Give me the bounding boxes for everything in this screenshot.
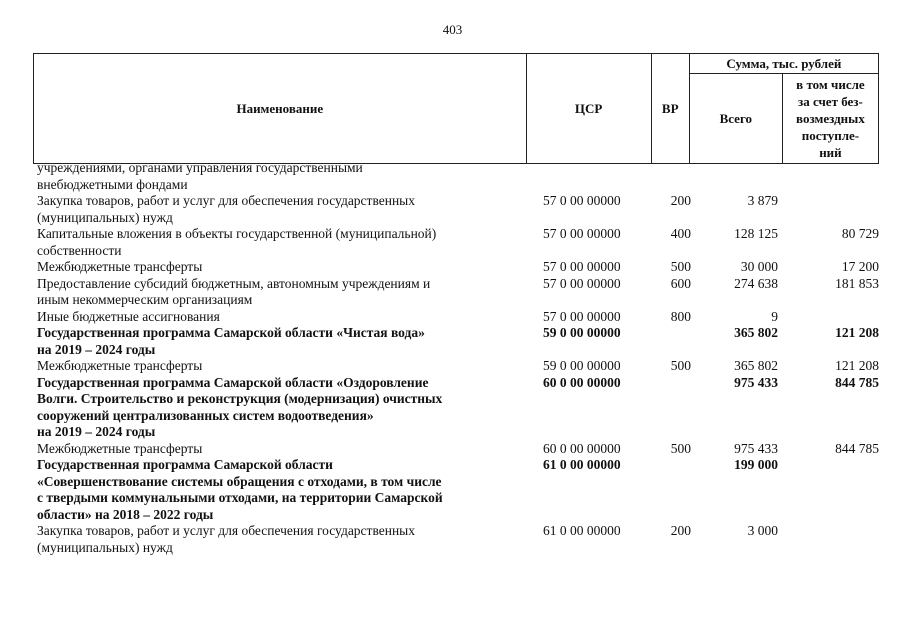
page-number: 403 (442, 22, 463, 37)
header-vr: ВР (651, 54, 689, 164)
row-name-line: Иные бюджетные ассигнования (37, 308, 220, 324)
row-name (37, 276, 516, 309)
row-csr: 57 0 00 00000 (543, 259, 621, 274)
row-csr: 59 0 00 00000 (543, 358, 621, 373)
row-total: 3 000 (747, 523, 778, 538)
row-name-line: Закупка товаров, работ и услуг для обеспечения государственных (37, 193, 416, 208)
table-row (37, 193, 879, 226)
row-name-line: (муниципальных) нужд (37, 539, 173, 555)
row-free: 844 785 (835, 440, 879, 456)
row-name (37, 259, 516, 276)
table-row (37, 457, 879, 523)
row-name-line: Государственная программа Самарской области «Оздоровление (37, 374, 429, 390)
row-free: 80 729 (841, 226, 879, 241)
row-name (37, 325, 516, 358)
table-body (37, 160, 879, 556)
row-name-line: Межбюджетные трансферты (37, 259, 203, 274)
row-csr: 57 0 00 00000 (543, 193, 621, 208)
row-vr: 200 (670, 193, 691, 208)
row-name-line: с твердыми коммунальными отходами, на территории Самарской (37, 490, 443, 505)
row-name (37, 160, 516, 193)
row-csr: 60 0 00 00000 (543, 440, 621, 456)
row-name-line: на 2019 – 2024 годы (37, 424, 156, 439)
row-free: 121 208 (835, 325, 879, 340)
row-vr: 500 (670, 440, 691, 456)
row-name (37, 441, 516, 458)
header-name: Наименование (34, 54, 527, 164)
table-header (33, 53, 879, 164)
row-name-line: Закупка товаров, работ и услуг для обеспечения государственных (37, 523, 416, 538)
row-name (37, 375, 516, 441)
row-total: 9 (771, 308, 778, 324)
row-total: 30 000 (740, 259, 778, 274)
row-name (37, 193, 516, 226)
row-total: 365 802 (734, 358, 778, 373)
row-csr: 57 0 00 00000 (543, 275, 621, 291)
row-total: 975 433 (734, 374, 778, 390)
row-name (37, 457, 516, 523)
row-total: 365 802 (734, 325, 778, 340)
row-name-line: (муниципальных) нужд (37, 209, 173, 225)
row-free: 181 853 (835, 275, 879, 291)
row-name-line: Государственная программа Самарской области (37, 457, 333, 472)
row-name (37, 226, 516, 259)
row-csr: 60 0 00 00000 (543, 374, 621, 390)
table-row (37, 160, 879, 193)
row-name-line: сооружений централизованных систем водоотведения» (37, 407, 374, 423)
row-csr: 59 0 00 00000 (543, 325, 621, 340)
table-row (37, 309, 879, 326)
row-csr: 57 0 00 00000 (543, 308, 621, 324)
row-name (37, 358, 516, 375)
table-row (37, 259, 879, 276)
row-name-line: Межбюджетные трансферты (37, 358, 203, 373)
row-name-line: внебюджетными фондами (37, 176, 188, 192)
row-csr: 61 0 00 00000 (543, 457, 621, 472)
row-total: 199 000 (734, 457, 778, 472)
row-total: 274 638 (734, 275, 778, 291)
row-free: 121 208 (835, 358, 879, 373)
table-row (37, 325, 879, 358)
row-name-line: Волги. Строительство и реконструкция (модернизация) очистных (37, 391, 443, 406)
header-csr: ЦСР (526, 54, 651, 164)
row-name-line: Предоставление субсидий бюджетным, автономным учреждениям и (37, 275, 431, 291)
row-total: 128 125 (734, 226, 778, 241)
row-name-line: учреждениями, органами управления государственными (37, 160, 363, 175)
row-name-line: «Совершенствование системы обращения с отходами, в том числе (37, 473, 442, 489)
row-name-line: собственности (37, 242, 122, 258)
header-incl: в том числе за счет без- возмездных поступле- ний (782, 74, 878, 164)
row-csr: 57 0 00 00000 (543, 226, 621, 241)
row-vr: 800 (670, 308, 691, 324)
row-free: 844 785 (835, 374, 879, 390)
row-name (37, 523, 516, 556)
table-row (37, 375, 879, 441)
row-total: 975 433 (734, 440, 778, 456)
row-name-line: Межбюджетные трансферты (37, 440, 203, 456)
header-sum: Сумма, тыс. рублей (689, 54, 878, 74)
row-free: 17 200 (841, 259, 879, 274)
row-name-line: Капитальные вложения в объекты государственной (муниципальной) (37, 226, 437, 241)
row-name-line: на 2019 – 2024 годы (37, 341, 156, 357)
table-row (37, 523, 879, 556)
row-vr: 600 (670, 275, 691, 291)
table-row (37, 358, 879, 375)
row-csr: 61 0 00 00000 (543, 523, 621, 538)
row-vr: 400 (670, 226, 691, 241)
table-row (37, 441, 879, 458)
row-vr: 500 (670, 358, 691, 373)
row-total: 3 879 (747, 193, 778, 208)
table-row (37, 276, 879, 309)
row-vr: 200 (670, 523, 691, 538)
row-name (37, 309, 516, 326)
row-name-line: области» на 2018 – 2022 годы (37, 506, 214, 522)
header-total: Всего (689, 74, 782, 164)
table-row (37, 226, 879, 259)
row-vr: 500 (670, 259, 691, 274)
row-name-line: иным некоммерческим организациям (37, 292, 253, 307)
row-name-line: Государственная программа Самарской области «Чистая вода» (37, 325, 425, 340)
